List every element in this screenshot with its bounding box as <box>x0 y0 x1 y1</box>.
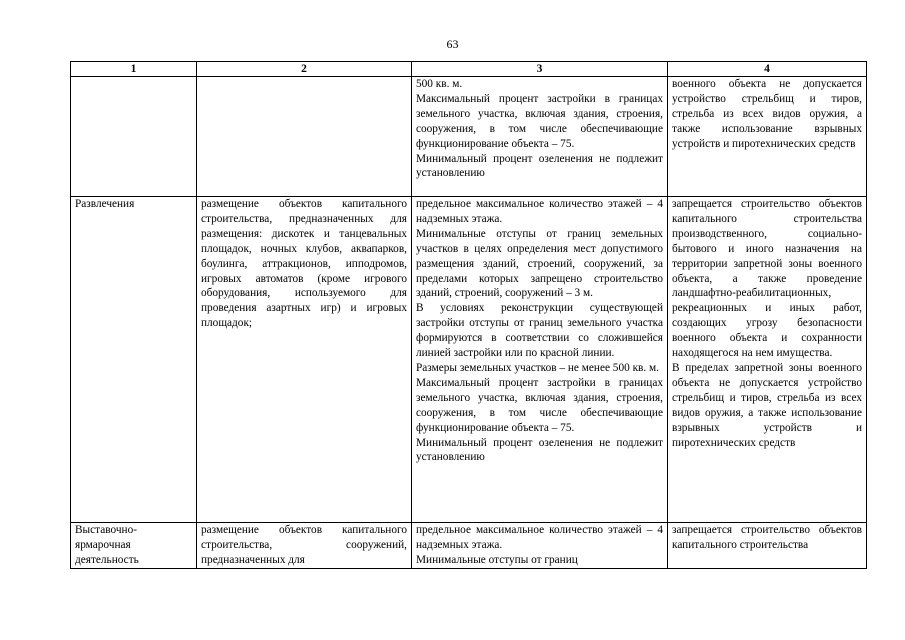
restriction-paragraph: запрещается строительство объектов капитального строительства производственного, социально-бытового и иного назначения на территории запретной зоны военного объекта, а также проведение ландшафтно-реабилитационных, рекреационных и иных работ, создающих угрозу безопасности военного объекта и сохранности находящегося на нем имущества. <box>672 198 862 360</box>
restrictions-cell <box>668 523 867 569</box>
parameters-cell <box>412 77 668 197</box>
parameter-paragraph: 500 кв. м. <box>416 78 463 90</box>
parameter-paragraph: предельное максимальное количество этажей – 4 надземных этажа. <box>416 198 663 225</box>
parameter-paragraph: Размеры земельных участков – не менее 500 кв. м. <box>416 361 660 374</box>
regulations-table <box>70 61 867 569</box>
use-type-cell: Развлечения <box>71 197 197 523</box>
page-number: 63 <box>446 37 459 51</box>
column-header: 4 <box>668 62 867 77</box>
parameter-paragraph: В условиях реконструкции существующей застройки отступы от границ земельного участка формируются в соответствии со сложившейся линией застройки или по красной линии. <box>416 302 663 360</box>
use-type-cell: Выставочно-ярмарочная деятельность <box>71 523 197 569</box>
column-header: 1 <box>71 62 197 77</box>
description-paragraph: размещение объектов капитального строительства, предназначенных для размещения: дискотек и танцевальных площадок, ночных клубов, аквапарков, боулинга, аттракционов, ипподромов, игровых автоматов (кроме игрового оборудования, используемого для проведения азартных игр) и игровых площадок; <box>201 198 407 330</box>
restriction-paragraph: запрещается строительство объектов капитального строительства <box>672 524 862 551</box>
parameter-paragraph: Минимальные отступы от границ земельных участков в целях определения мест допустимого размещения зданий, строений, сооружений, за пределами которых запрещено строительство зданий, строений, сооружений – 3 м. <box>416 227 663 300</box>
table-header-row <box>71 62 867 77</box>
restriction-paragraph: В пределах запретной зоны военного объекта не допускается устройство стрельбищ и тиров, стрельба из всех видов оружия, а также использование взрывных устройств и пиротехнических средств <box>672 361 862 449</box>
parameter-paragraph: Минимальный процент озеленения не подлежит установлению <box>416 152 663 180</box>
use-description-cell <box>197 197 412 523</box>
restrictions-cell <box>668 197 867 523</box>
parameter-paragraph: Максимальный процент застройки в границах земельного участка, включая здания, строения, сооружения, в том числе обеспечивающие функционирование объекта – 75. <box>416 92 663 150</box>
parameter-paragraph: Максимальный процент застройки в границах земельного участка, включая здания, строения, сооружения, в том числе обеспечивающие функционирование объекта – 75. <box>416 376 663 434</box>
table-row <box>71 523 867 569</box>
use-type-cell <box>71 77 197 197</box>
parameters-cell <box>412 523 668 569</box>
restriction-paragraph: военного объекта не допускается устройство стрельбищ и тиров, стрельба из всех видов оружия, а также использование взрывных устройств и пиротехнических средств <box>672 78 862 150</box>
use-description-cell <box>197 523 412 569</box>
use-description-cell <box>197 77 412 197</box>
column-header: 3 <box>412 62 668 77</box>
column-header: 2 <box>197 62 412 77</box>
parameters-cell <box>412 197 668 523</box>
parameter-paragraph: предельное максимальное количество этажей – 4 надземных этажа. <box>416 524 663 551</box>
table-row <box>71 197 867 523</box>
description-paragraph: размещение объектов капитального строительства, сооружений, предназначенных для <box>201 524 407 566</box>
table-row <box>71 77 867 197</box>
parameter-paragraph: Минимальные отступы от границ <box>416 553 578 566</box>
parameter-paragraph: Минимальный процент озеленения не подлежит установлению <box>416 436 663 464</box>
restrictions-cell <box>668 77 867 197</box>
